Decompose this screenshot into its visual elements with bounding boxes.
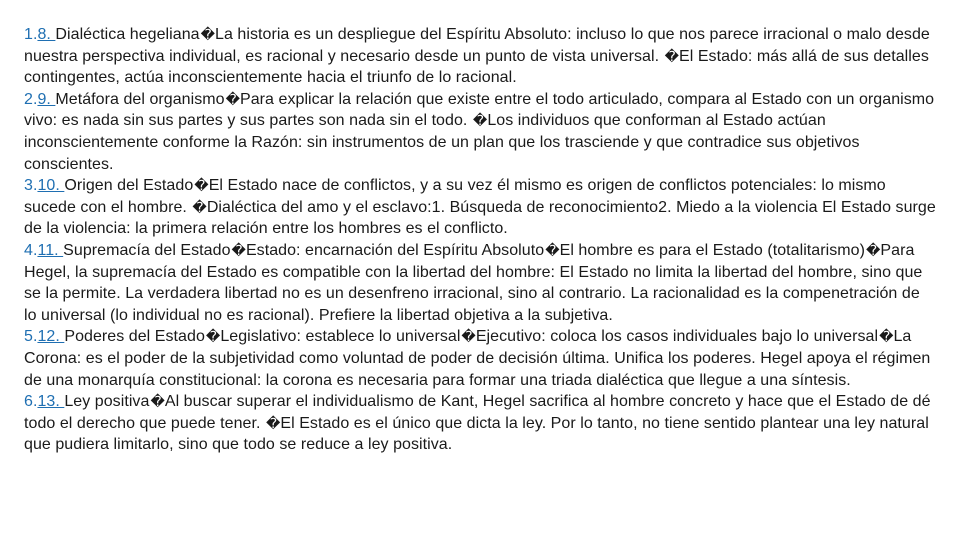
list-item bbox=[24, 24, 936, 89]
slide-text-body bbox=[24, 24, 936, 456]
item-number: 4. bbox=[24, 241, 38, 259]
replacement-char-icon: � bbox=[205, 329, 221, 346]
slide-link[interactable]: 13. bbox=[37, 393, 65, 411]
item-text: Legislativo: establece lo universal bbox=[220, 328, 461, 346]
item-text: Al buscar superar el individualismo de Kant, Hegel sacrifica al hombre concreto y hace que el Estado de dé todo el derecho que puede tener. bbox=[24, 393, 931, 432]
slide-link[interactable]: 12. bbox=[37, 328, 65, 346]
replacement-char-icon: � bbox=[200, 27, 216, 43]
item-text: Para explicar la relación que existe entre el todo articulado, compara al Estado con un organismo vivo: es nada sin sus partes y sus partes son nada sin el todo. bbox=[24, 90, 935, 130]
replacement-char-icon: � bbox=[866, 242, 881, 259]
slide-link[interactable]: 8. bbox=[37, 26, 56, 43]
item-text: Dialéctica del amo y el esclavo:1. Búsqueda de reconocimiento2. Miedo a la violencia El Estado surge de la violencia: la primera relación entre los hombres es el conflicto. bbox=[24, 198, 936, 238]
item-text: La historia es un despliegue del Espíritu Absoluto: incluso lo que nos parece irracional o malo desde nuestra perspectiva individual, es racional y necesario desde un punto de vista universal. bbox=[24, 26, 930, 65]
slide-link[interactable]: 10. bbox=[37, 177, 65, 195]
replacement-char-icon: � bbox=[150, 394, 165, 411]
list-item bbox=[24, 326, 936, 391]
item-number: 6. bbox=[24, 393, 38, 411]
item-text: La Corona: es el poder de la subjetividad como voluntad de poder de decisión última. Unifica los poderes. Hegel apoya el régimen de una monarquía constitucional: la corona es necesaria para formar una triada dialéctica que llegue a una síntesis. bbox=[24, 328, 931, 389]
item-heading: Ley positiva bbox=[64, 393, 150, 411]
replacement-char-icon: � bbox=[192, 199, 207, 216]
item-text: El Estado es el único que dicta la ley. Por lo tanto, no tiene sentido plantear una ley natural que pudiera limitarlo, sino que todo se reduce a ley positiva. bbox=[24, 414, 929, 454]
item-heading: Origen del Estado bbox=[64, 177, 194, 195]
replacement-char-icon: � bbox=[225, 91, 240, 108]
item-text: El hombre es para el Estado (totalitarismo) bbox=[559, 241, 865, 259]
replacement-char-icon: � bbox=[231, 242, 246, 259]
item-text: Ejecutivo: coloca los casos individuales bajo lo universal bbox=[475, 328, 879, 346]
replacement-char-icon: � bbox=[265, 415, 281, 432]
replacement-char-icon: � bbox=[545, 242, 560, 259]
item-number: 5. bbox=[24, 328, 38, 346]
item-heading: Dialéctica hegeliana bbox=[55, 26, 200, 43]
replacement-char-icon: � bbox=[472, 113, 488, 130]
list-item bbox=[24, 175, 936, 240]
replacement-char-icon: � bbox=[461, 329, 476, 346]
item-number: 1. bbox=[24, 26, 38, 43]
item-number: 3. bbox=[24, 177, 38, 195]
item-text: Los individuos que conforman al Estado actúan inconscientemente conforme la Razón: sin instrumentos de un plan que los trasciende y que contradice sus objetivos conscientes. bbox=[24, 112, 860, 173]
item-text: El Estado nace de conflictos, y a su vez él mismo es origen de conflictos potenciales: lo mismo sucede con el hombre. bbox=[24, 177, 886, 216]
replacement-char-icon: � bbox=[664, 48, 679, 65]
list-item bbox=[24, 89, 936, 175]
replacement-char-icon: � bbox=[194, 178, 209, 195]
item-text: Estado: encarnación del Espíritu Absoluto bbox=[245, 241, 545, 259]
slide-link[interactable]: 11. bbox=[37, 241, 64, 259]
item-text: El Estado: más allá de sus detalles contingentes, actúa inconscientemente hacia el triunfo de lo racional. bbox=[24, 47, 929, 87]
slide-link[interactable]: 9. bbox=[37, 90, 56, 108]
item-heading: Poderes del Estado bbox=[64, 328, 205, 346]
replacement-char-icon: � bbox=[879, 329, 894, 346]
item-heading: Supremacía del Estado bbox=[63, 241, 231, 259]
list-item bbox=[24, 240, 936, 326]
item-number: 2. bbox=[24, 90, 38, 108]
item-text: Para Hegel, la supremacía del Estado es compatible con la libertad del hombre: El Estado no limita la libertad del hombre, sino que se la permite. La verdadera libertad no es un desenfreno irracional, sino al contrario. La racionalidad es la compenetración de lo universal (lo individual no es racional). Prefiere la libertad objetiva a la subjetiva. bbox=[24, 241, 923, 324]
list-item bbox=[24, 391, 936, 456]
item-heading: Metáfora del organismo bbox=[55, 90, 225, 108]
